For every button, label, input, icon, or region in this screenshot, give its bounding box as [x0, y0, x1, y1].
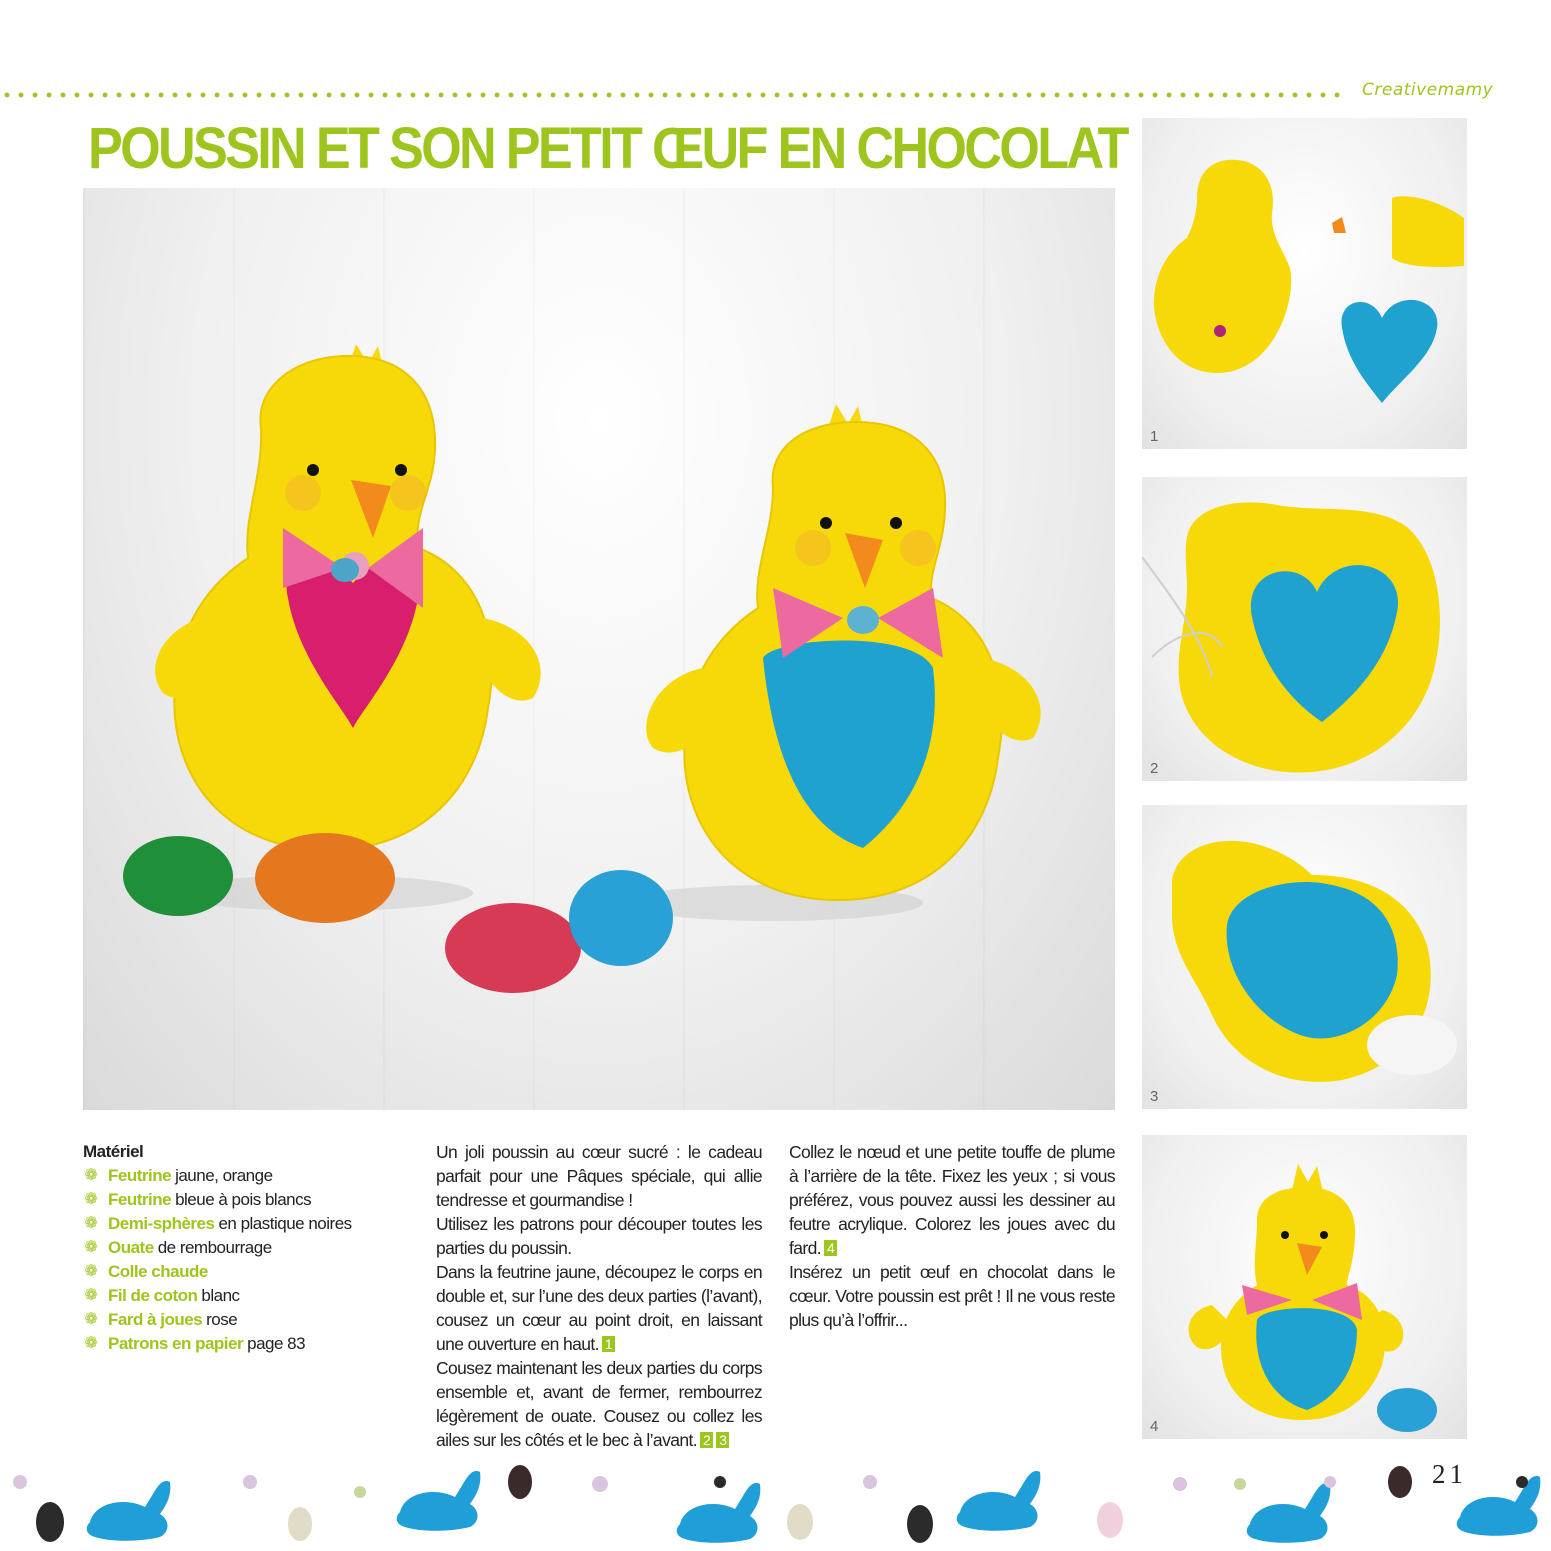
materials-list	[83, 1140, 413, 1356]
flower-bullet-icon: ❁	[84, 1239, 98, 1256]
egg-blue	[569, 870, 673, 966]
instruction-text: Collez le nœud et une petite touffe de plume à l’arrière de la tête. Fixez les yeux ; si vous préférez, vous pouvez aussi les dessiner au feutre acrylique. Colorez les joues avec du fard.	[789, 1142, 1115, 1258]
step-ref-badge: 2	[700, 1432, 713, 1448]
material-item	[83, 1332, 413, 1356]
material-item	[83, 1284, 413, 1308]
dotted-rule	[0, 92, 1340, 98]
material-name: Feutrine	[108, 1190, 172, 1209]
flower-bullet-icon: ❁	[84, 1335, 98, 1352]
step-photo-3	[1142, 805, 1467, 1109]
easter-pattern-footer	[0, 1462, 1551, 1551]
flower-bullet-icon: ❁	[84, 1287, 98, 1304]
material-detail: rose	[206, 1310, 238, 1329]
material-name: Colle chaude	[108, 1262, 208, 1281]
material-detail: page 83	[247, 1334, 306, 1353]
step-ref-badge: 3	[716, 1432, 729, 1448]
page-title: POUSSIN ET SON PETIT ŒUF EN CHOCOLAT	[88, 116, 1127, 181]
material-detail: jaune, orange	[175, 1166, 273, 1185]
main-photo	[83, 188, 1115, 1110]
material-item	[83, 1212, 413, 1236]
flower-bullet-icon: ❁	[84, 1215, 98, 1232]
step-number: 4	[1150, 1418, 1159, 1435]
step-number: 2	[1150, 760, 1159, 777]
main-photo-illustration	[83, 188, 1115, 1110]
instruction-text: Dans la feutrine jaune, découpez le corps en double et, sur l’une des deux parties (l’avant), cousez un cœur au point droit, en laissant une ouverture en haut.	[436, 1262, 762, 1354]
flower-bullet-icon: ❁	[84, 1167, 98, 1184]
material-detail: blanc	[201, 1286, 240, 1305]
material-name: Ouate	[108, 1238, 154, 1257]
instruction-text: Cousez maintenant les deux parties du corps ensemble et, avant de fermer, rembourrez légèrement de ouate. Cousez ou collez les ailes sur les côtés et le bec à l’avant.	[436, 1358, 762, 1450]
step-number: 3	[1150, 1088, 1159, 1105]
material-name: Fil de coton	[108, 1286, 198, 1305]
materials-heading: Matériel	[83, 1142, 144, 1161]
intro-paragraph: Un joli poussin au cœur sucré : le cadeau parfait pour une Pâques spéciale, qui allie tendresse et gourmandise !	[436, 1142, 762, 1210]
instruction-paragraph	[789, 1140, 1115, 1260]
material-item	[83, 1236, 413, 1260]
step-number: 1	[1150, 428, 1159, 445]
material-item	[83, 1188, 413, 1212]
chick-pink	[155, 344, 541, 850]
flower-bullet-icon: ❁	[84, 1191, 98, 1208]
material-item	[83, 1164, 413, 1188]
instruction-paragraph: Insérez un petit œuf en chocolat dans le cœur. Votre poussin est prêt ! Il ne vous reste plus qu’à l’offrir...	[789, 1262, 1115, 1330]
instructions-column-1	[436, 1140, 762, 1452]
page-number: 21	[1432, 1459, 1467, 1489]
egg-green	[123, 836, 233, 916]
material-name: Patrons en papier	[108, 1334, 244, 1353]
material-name: Demi-sphères	[108, 1214, 215, 1233]
material-name: Feutrine	[108, 1166, 172, 1185]
instructions-column-2	[789, 1140, 1115, 1332]
step-photo-1	[1142, 118, 1467, 449]
chick-blue	[646, 404, 1040, 900]
material-name: Fard à joues	[108, 1310, 203, 1329]
material-detail: de rembourrage	[157, 1238, 272, 1257]
flower-bullet-icon: ❁	[84, 1311, 98, 1328]
material-detail: bleue à pois blancs	[175, 1190, 312, 1209]
brand-logo: Creativemamy	[1362, 80, 1494, 100]
instruction-paragraph: Utilisez les patrons pour découper toutes les parties du poussin.	[436, 1214, 762, 1258]
step-photo-2	[1142, 477, 1467, 781]
instruction-paragraph	[436, 1356, 762, 1452]
flower-bullet-icon: ❁	[84, 1263, 98, 1280]
step-photo-4	[1142, 1135, 1467, 1439]
step-ref-badge: 4	[824, 1240, 837, 1256]
material-item	[83, 1308, 413, 1332]
egg-red	[445, 903, 581, 993]
instruction-paragraph	[436, 1260, 762, 1356]
material-detail: en plastique noires	[218, 1214, 352, 1233]
material-item	[83, 1260, 413, 1284]
step-ref-badge: 1	[602, 1336, 615, 1352]
egg-orange	[255, 833, 395, 923]
